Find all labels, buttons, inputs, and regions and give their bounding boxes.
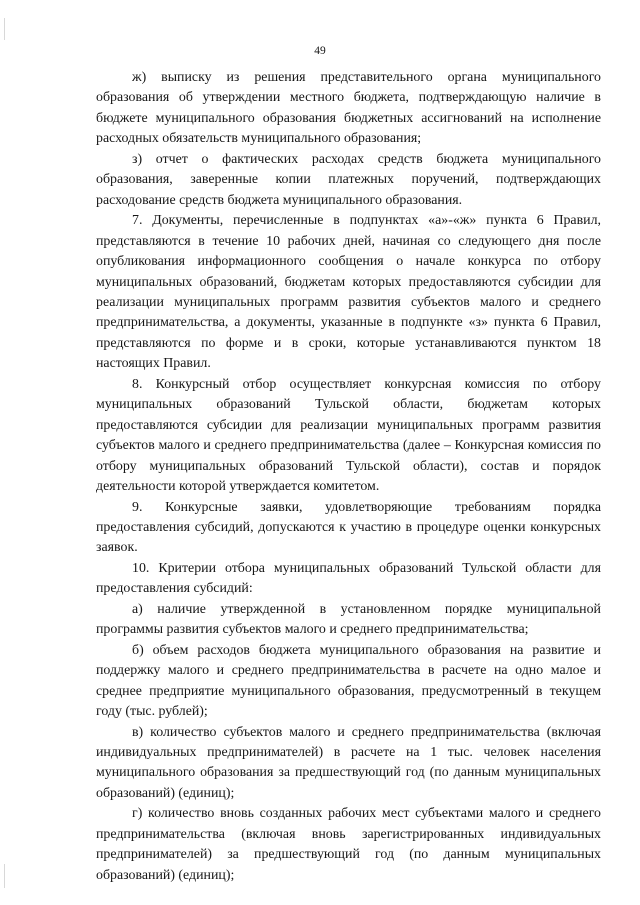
paragraph-z: з) отчет о фактических расходах средств бюджета муниципального образования, заверенные копии платежных поручений, подтверждающих расходование средств бюджета муниципального образования. [96, 151, 601, 208]
paragraph-b: б) объем расходов бюджета муниципального образования на развитие и поддержку малого и среднего предпринимательства в расчете на одно малое и среднее предприятие муниципального образования, предусмотренный в текущем году (тыс. рублей); [96, 642, 601, 720]
page-number: 49 [314, 45, 326, 57]
paragraph-7: 7. Документы, перечисленные в подпунктах «а»-«ж» пункта 6 Правил, представляются в течение 10 рабочих дней, начиная со следующего дня после опубликования информационного сообщения о начале конкурса по отбору муниципальных образований, бюджетам которых предоставляются субсидии для реализации муниципальных программ развития субъектов малого и среднего предпринимательства, а документы, указанные в подпункте «з» пункта 6 Правил, представляются по форме и в сроки, которые устанавливаются пунктом 18 настоящих Правил. [96, 213, 601, 372]
paragraph-g: г) количество вновь созданных рабочих мест субъектами малого и среднего предпринимательства (включая вновь зарегистрированных индивидуальных предпринимателей) за предшествующий год (по данным муниципальных образований) (единиц); [96, 806, 601, 883]
scan-edge-mark-bottom [4, 864, 5, 888]
paragraph-10: 10. Критерии отбора муниципальных образований Тульской области для предоставления субсидий: [96, 560, 601, 597]
document-body [96, 68, 601, 886]
paragraph-9: 9. Конкурсные заявки, удовлетворяющие требованиям порядка предоставления субсидий, допускаются к участию в процедуре оценки конкурсных заявок. [96, 499, 601, 556]
paragraph-zh: ж) выписку из решения представительного органа муниципального образования об утверждении местного бюджета, подтверждающую наличие в бюджете муниципального образования бюджетных ассигнований на исполнение расходных обязательств муниципального образования; [96, 70, 601, 147]
paragraph-v: в) количество субъектов малого и среднего предпринимательства (включая индивидуальных предпринимателей) в расчете на 1 тыс. человек населения муниципального образования за предшествующий год (по данным муниципальных образований) (единиц); [96, 724, 601, 801]
paragraph-a: а) наличие утвержденной в установленном порядке муниципальной программы развития субъектов малого и среднего предпринимательства; [96, 601, 601, 638]
scan-edge-mark-top [4, 18, 5, 40]
paragraph-8: 8. Конкурсный отбор осуществляет конкурсная комиссия по отбору муниципальных образований Тульской области, бюджетам которых предоставляются субсидии для реализации муниципальных программ развития субъектов малого и среднего предпринимательства (далее – Конкурсная комиссия по отбору муниципальных образований Тульской области), состав и порядок деятельности которой утверждается комитетом. [96, 376, 601, 495]
